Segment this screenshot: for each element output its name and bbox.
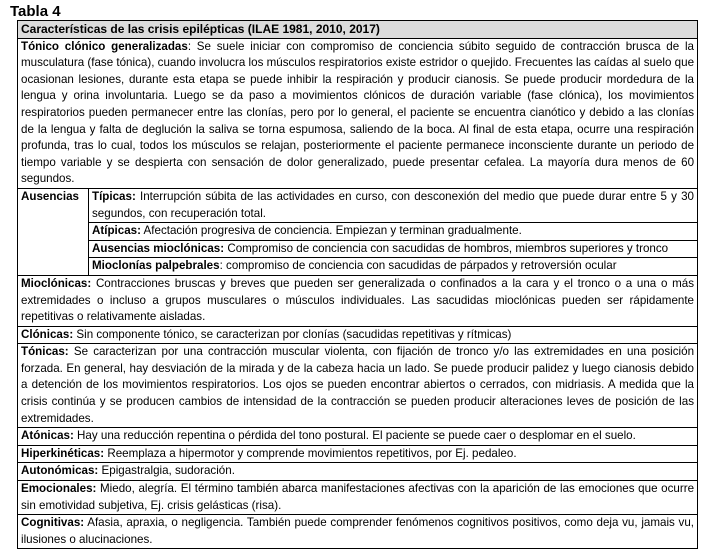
row-term: Clónicas: bbox=[21, 327, 74, 341]
row-text: Miedo, alegría. El término también abarca manifestaciones afectivas con la aparición de las emociones que ocurre sin emotividad subjetiva, Ej. crisis gelásticas (risa). bbox=[21, 482, 695, 512]
row-text: Se caracterizan por una contracción muscular violenta, con fijación de tronco y/o las extremidades en una posición forzada. En general, hay desviación de la mirada y de la cabeza hacia un lado. Se puede producir palidez y luego cianosis debido a detención de los movimientos respiratorios. Los ojos se pueden encontrar abiertos o cerrados, con midriasis. A medida que la crisis continúa y se producen cambios de intensidad de la contracción se pueden producir alteraciones leves de posición de las extremidades. bbox=[21, 345, 695, 425]
table-row bbox=[18, 223, 698, 241]
row-term: Hiperkinéticas: bbox=[21, 446, 105, 460]
ausencias-item-palpebrales bbox=[89, 258, 698, 276]
row-term: Atípicas: bbox=[92, 224, 141, 238]
table-row bbox=[18, 515, 698, 549]
row-text: Hay una reducción repentina o pérdida del tono postural. El paciente se puede caer o desplomar en el suelo. bbox=[73, 429, 636, 443]
row-term: Mioclonías palpebrales bbox=[92, 259, 220, 273]
row-text: Contracciones bruscas y breves que pueden ser generalizada o confinados a la cara y el tronco o a una o más extremidades o incluso a grupos musculares o músculos individuales. Las sacudidas mioclónicas pueden ser rápidamente repetitivas o relativamente aisladas. bbox=[21, 276, 695, 324]
ausencias-label: Ausencias bbox=[18, 188, 89, 275]
row-cognitivas bbox=[18, 515, 698, 549]
row-term: Emocionales: bbox=[21, 482, 97, 496]
table-header-row bbox=[18, 21, 698, 39]
row-autonomicas bbox=[18, 463, 698, 481]
row-term: Autonómicas: bbox=[21, 464, 99, 478]
row-term: Tónicas: bbox=[21, 345, 69, 359]
row-text: Afasia, apraxia, o negligencia. También puede comprender fenómenos cognitivos positivos, como deja vu, jamais vu, ilusiones o alucinaciones. bbox=[21, 516, 695, 546]
row-term: Tónico clónico generalizadas bbox=[21, 39, 188, 53]
table-header: Características de las crisis epilépticas (ILAE 1981, 2010, 2017) bbox=[18, 21, 698, 39]
row-term: Ausencias mioclónicas: bbox=[92, 241, 225, 255]
row-emocionales bbox=[18, 481, 698, 515]
row-text: Sin componente tónico, se caracterizan por clonías (sacudidas repetitivas y rítmicas) bbox=[73, 327, 512, 341]
table-row bbox=[18, 258, 698, 276]
row-text: Reemplaza a hipermotor y comprende movimientos repetitivos, por Ej. pedaleo. bbox=[104, 446, 517, 460]
table-label: Tabla 4 bbox=[10, 3, 61, 20]
row-text: Epigastralgia, sudoración. bbox=[98, 464, 235, 478]
table-row bbox=[18, 38, 698, 188]
row-term: Mioclónicas: bbox=[21, 276, 92, 290]
table-row bbox=[18, 463, 698, 481]
row-tonicas bbox=[18, 344, 698, 428]
seizure-table bbox=[17, 20, 698, 549]
row-text: : Se suele iniciar con compromiso de conciencia súbito seguido de contracción brusca de la musculatura (fase tónica), cuando involucra los músculos respiratorios existe estridor o quejido. Frecuentes las caídas al suelo que ocasionan lesiones, durante esta etapa se puede inhibir la respiración y producir cianosis. Se puede producir mordedura de la lengua y orina involuntaria. Luego se da paso a movimientos clónicos de duración variable (fase clónica), los movimientos respiratorios pueden permanecer entre las clonías, pero por lo general, el paciente se encuentra cianótico y debido a las clonías de la lengua y falta de deglución la saliva se torna espumosa, saliendo de la boca. Al final de esta etapa, ocurre una respiración profunda, tras lo cual, todos los músculos se relajan, posteriormente el paciente permanece inconsciente durante un periodo de tiempo variable y se despierta con sensación de dolor generalizado, puede presentar cefalea. La mayoría dura menos de 60 segundos. bbox=[21, 39, 695, 186]
row-text: : compromiso de conciencia con sacudidas de párpados y retroversión ocular bbox=[219, 259, 617, 273]
table-row bbox=[18, 240, 698, 258]
row-text: Interrupción súbita de las actividades en curso, con desconexión del medio que puede durar entre 5 y 30 segundos, con recuperación total. bbox=[92, 189, 695, 220]
row-term: Atónicas: bbox=[21, 429, 74, 443]
row-clonicas bbox=[18, 326, 698, 344]
table-row bbox=[18, 326, 698, 344]
row-mioclonicas bbox=[18, 275, 698, 326]
ausencias-item-atipicas bbox=[89, 223, 698, 241]
table-row bbox=[18, 428, 698, 446]
row-text: Afectación progresiva de conciencia. Empiezan y terminan gradualmente. bbox=[140, 224, 522, 238]
row-hiperkineticas bbox=[18, 445, 698, 463]
row-term: Típicas: bbox=[92, 189, 136, 203]
table-row bbox=[18, 481, 698, 515]
row-atonicas bbox=[18, 428, 698, 446]
table-row bbox=[18, 275, 698, 326]
ausencias-item-tipicas bbox=[89, 188, 698, 222]
table-row bbox=[18, 188, 698, 222]
row-term: Cognitivas: bbox=[21, 516, 85, 530]
row-tonico-clonico bbox=[18, 38, 698, 188]
table-row bbox=[18, 344, 698, 428]
ausencias-item-mioclonicas bbox=[89, 240, 698, 258]
row-text: Compromiso de conciencia con sacudidas de hombros, miembros superiores y tronco bbox=[224, 241, 669, 255]
table-row bbox=[18, 445, 698, 463]
